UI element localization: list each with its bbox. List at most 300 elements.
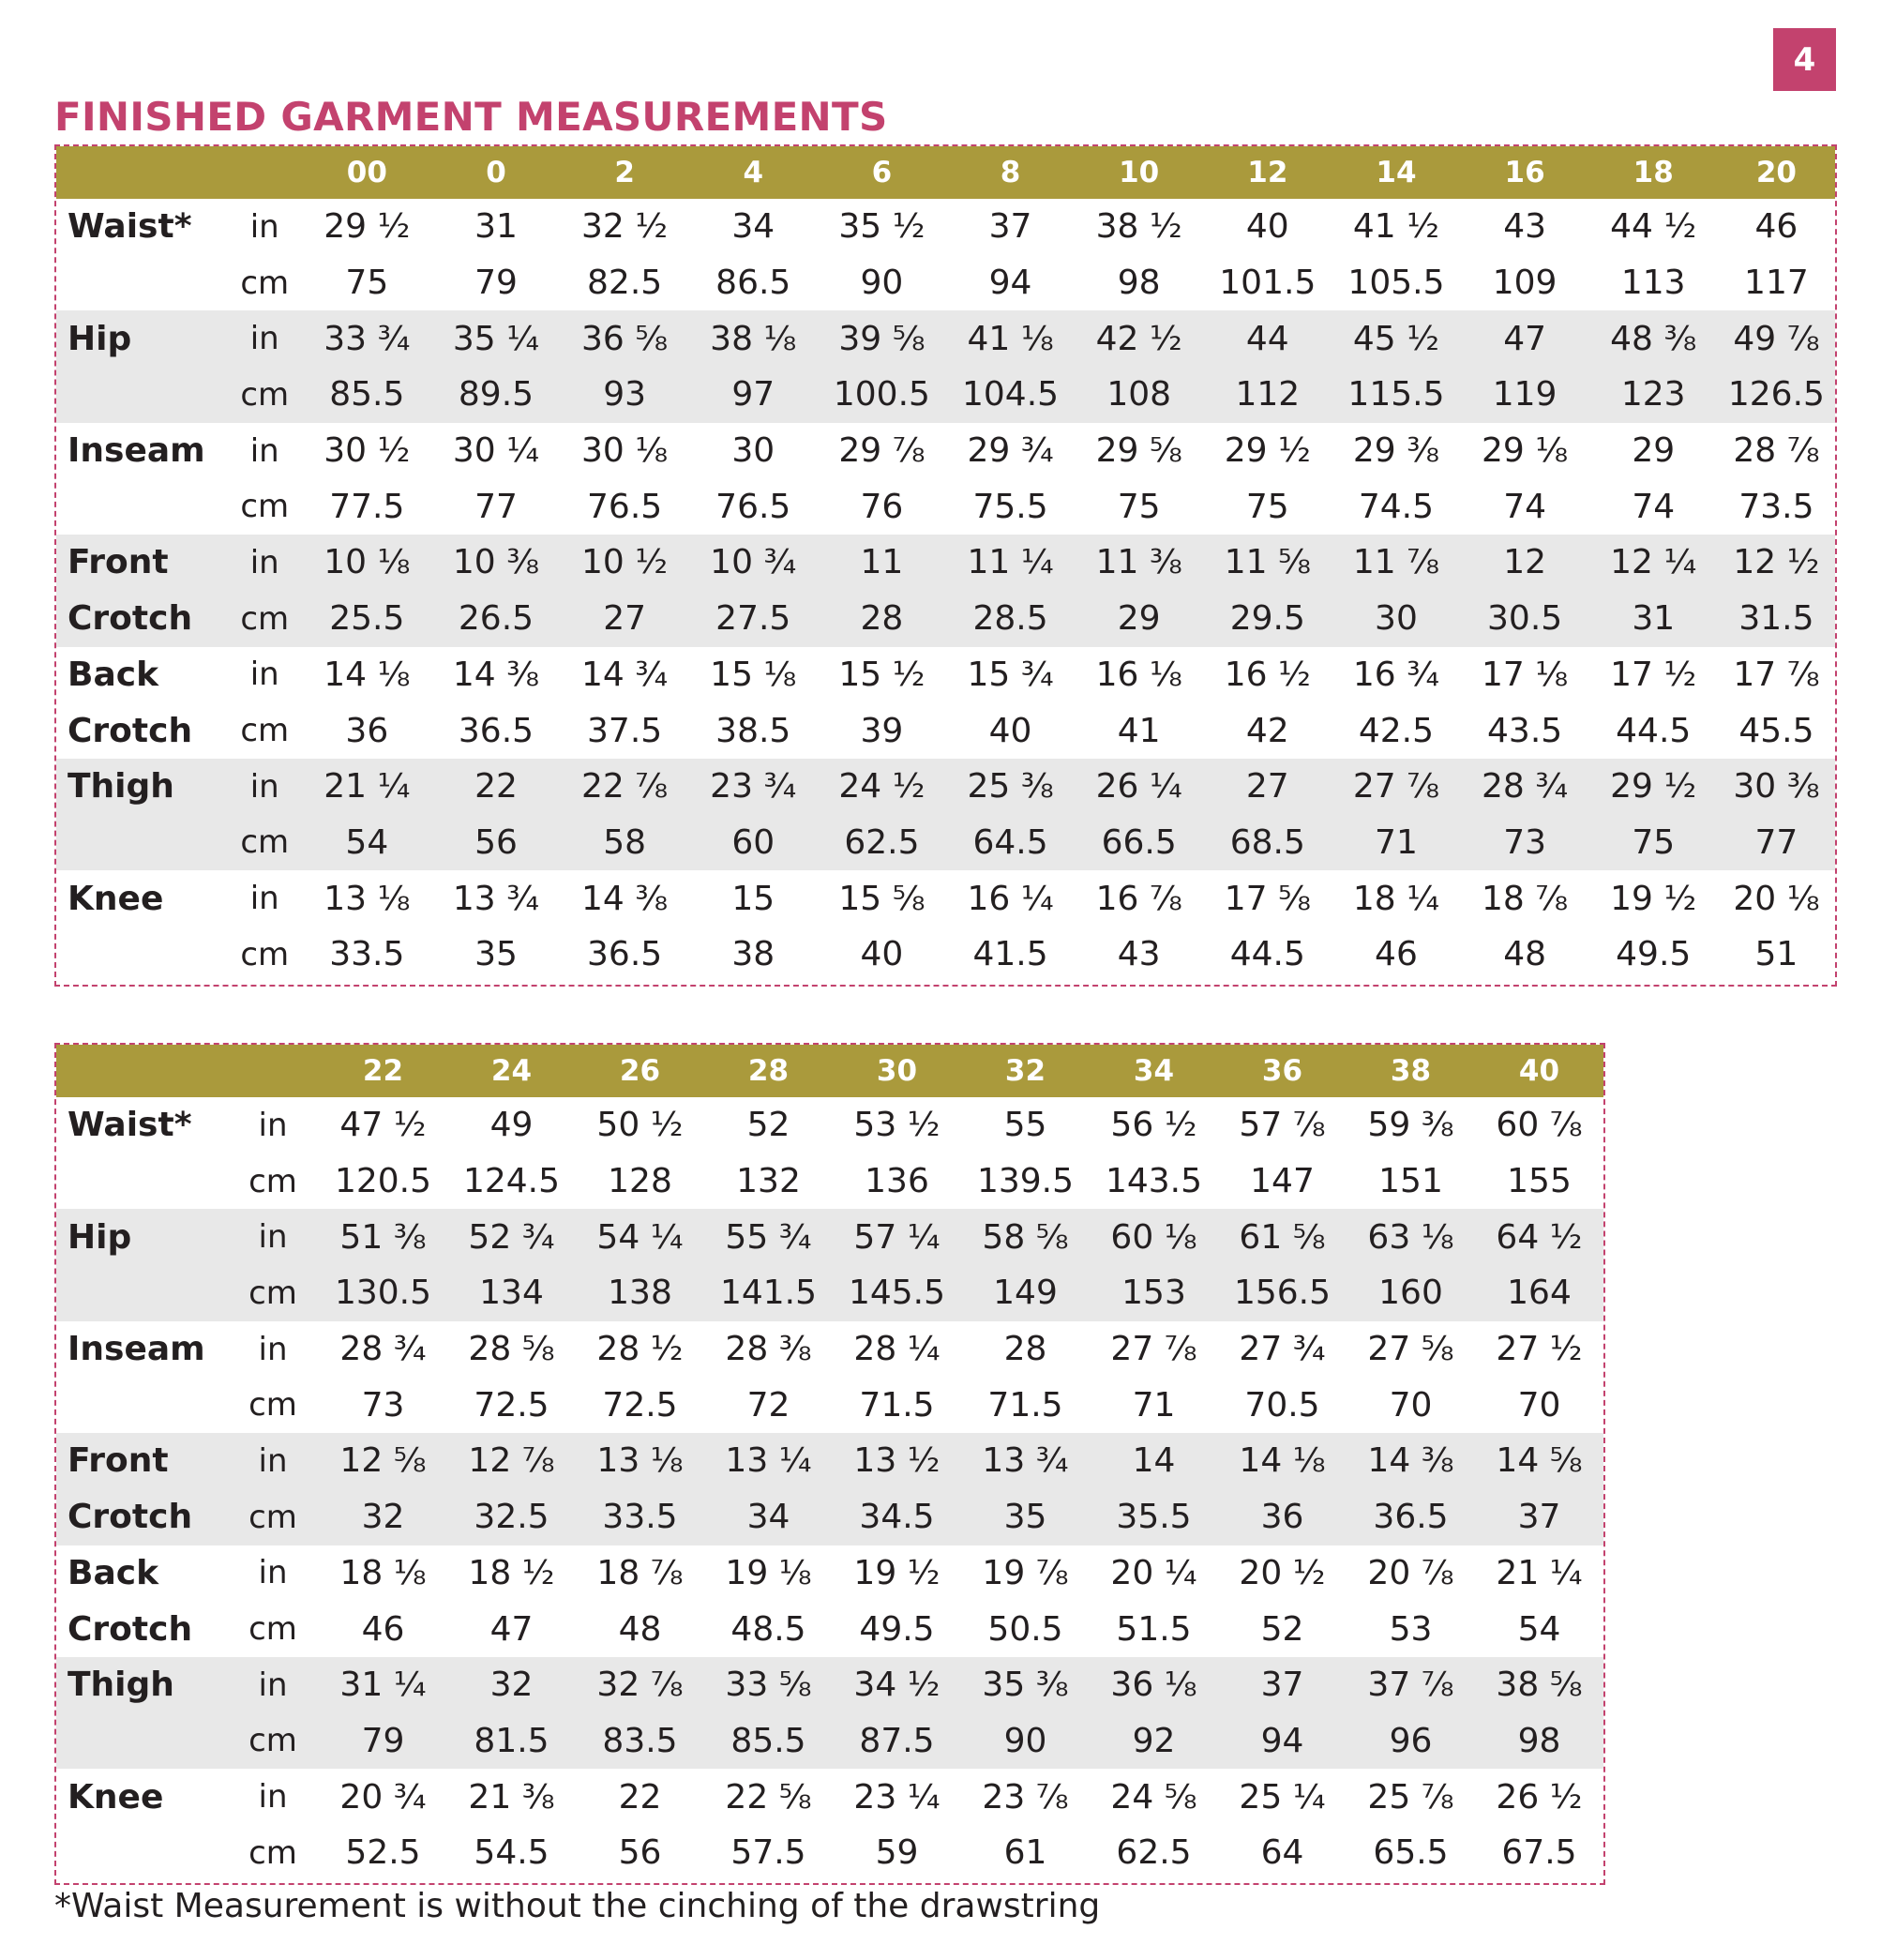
unit-label: cm bbox=[227, 1489, 319, 1545]
measurement-value: 25 ⅜ bbox=[946, 759, 1075, 815]
measurement-value: 93 bbox=[561, 367, 689, 423]
measurement-label bbox=[56, 1153, 227, 1210]
measurement-value: 35.5 bbox=[1090, 1489, 1218, 1545]
measurement-value: 147 bbox=[1250, 1162, 1315, 1201]
measurement-value: 57 ¼ bbox=[833, 1209, 961, 1265]
measurement-value: 33 ¾ bbox=[302, 310, 431, 367]
measurement-value: 18 ⅞ bbox=[596, 1553, 684, 1592]
measurement-value: 76 bbox=[860, 487, 904, 526]
size-header-cell: 40 bbox=[1475, 1045, 1603, 1097]
measurement-value: 16 ⅛ bbox=[1095, 655, 1182, 694]
size-header-cell: 18 bbox=[1589, 146, 1718, 199]
measurement-value: 29 ½ bbox=[1224, 431, 1311, 471]
table-row bbox=[56, 1209, 1603, 1265]
measurement-value: 28.5 bbox=[946, 591, 1075, 647]
unit-label: in bbox=[258, 1106, 288, 1144]
measurement-value: 117 bbox=[1744, 264, 1809, 303]
measurement-value: 54 ¼ bbox=[576, 1209, 704, 1265]
unit-label: cm bbox=[240, 264, 290, 302]
measurement-value: 38 ⅛ bbox=[689, 310, 818, 367]
measurement-value: 52 bbox=[1260, 1609, 1304, 1649]
measurement-value: 153 bbox=[1090, 1265, 1218, 1321]
measurement-value: 15 ¾ bbox=[967, 655, 1054, 694]
table-row bbox=[56, 647, 1835, 703]
measurement-value: 54 bbox=[302, 815, 431, 871]
unit-label: cm bbox=[227, 591, 302, 647]
measurement-value: 98 bbox=[1117, 264, 1161, 303]
measurement-value: 47 bbox=[489, 1609, 534, 1649]
measurement-value: 36.5 bbox=[587, 935, 663, 974]
measurement-value: 14 ⅛ bbox=[324, 655, 411, 694]
measurement-value: 73 bbox=[361, 1385, 405, 1425]
measurement-value: 20 ⅛ bbox=[1733, 879, 1820, 918]
measurement-value: 76.5 bbox=[587, 487, 663, 526]
measurement-value: 13 ¾ bbox=[452, 879, 540, 918]
measurement-value: 14 ⅜ bbox=[1347, 1433, 1475, 1489]
measurement-value: 49 bbox=[489, 1106, 534, 1145]
size-header-row bbox=[56, 146, 1835, 199]
table-row bbox=[56, 535, 1835, 591]
measurement-value: 28 bbox=[1003, 1330, 1047, 1369]
measurement-value: 20 ½ bbox=[1239, 1553, 1326, 1592]
measurement-value: 62.5 bbox=[1116, 1833, 1192, 1873]
measurement-value: 151 bbox=[1378, 1162, 1443, 1201]
measurement-value: 28 ⅞ bbox=[1733, 431, 1820, 471]
measurement-label: Knee bbox=[68, 1777, 164, 1817]
measurement-value: 24 ½ bbox=[818, 759, 946, 815]
measurement-value: 13 ½ bbox=[833, 1433, 961, 1489]
unit-label: in bbox=[227, 310, 302, 367]
measurement-value: 23 ¾ bbox=[689, 759, 818, 815]
measurement-value: 115.5 bbox=[1332, 367, 1460, 423]
measurement-value: 74 bbox=[1632, 487, 1676, 526]
measurement-value: 51 ⅜ bbox=[319, 1209, 447, 1265]
measurement-value: 98 bbox=[1475, 1713, 1603, 1770]
measurement-value: 31.5 bbox=[1718, 591, 1835, 647]
measurement-value: 24 ⅝ bbox=[1110, 1777, 1197, 1817]
measurement-label bbox=[56, 1825, 227, 1881]
measurement-value: 38.5 bbox=[715, 711, 791, 750]
measurement-value: 28 ⅜ bbox=[725, 1330, 812, 1369]
measurement-value: 36 bbox=[345, 711, 389, 750]
measurement-value: 34 bbox=[704, 1489, 833, 1545]
measurement-value: 86.5 bbox=[715, 264, 791, 303]
measurement-label: Hip bbox=[56, 310, 227, 367]
page-number-badge: 4 bbox=[1773, 28, 1836, 91]
measurement-value: 61 ⅝ bbox=[1218, 1209, 1347, 1265]
measurement-label: Inseam bbox=[68, 431, 205, 471]
measurement-value: 104.5 bbox=[946, 367, 1075, 423]
measurement-value: 77 bbox=[1718, 815, 1835, 871]
measurement-value: 13 ⅛ bbox=[576, 1433, 704, 1489]
measurement-value: 83.5 bbox=[576, 1713, 704, 1770]
measurement-value: 18 ½ bbox=[468, 1553, 555, 1592]
measurement-value: 16 ¼ bbox=[967, 879, 1054, 918]
table-row bbox=[56, 367, 1835, 423]
measurement-value: 13 ⅛ bbox=[324, 879, 411, 918]
measurement-value: 36 bbox=[1218, 1489, 1347, 1545]
table-row bbox=[56, 702, 1835, 759]
measurement-value: 47 bbox=[1461, 310, 1589, 367]
measurement-value: 70 bbox=[1517, 1385, 1561, 1425]
unit-label: cm bbox=[240, 935, 290, 973]
unit-label: cm bbox=[227, 1713, 319, 1770]
measurement-value: 25.5 bbox=[302, 591, 431, 647]
measurement-value: 27.5 bbox=[689, 591, 818, 647]
measurement-value: 58 ⅝ bbox=[961, 1209, 1090, 1265]
unit-label: in bbox=[227, 1433, 319, 1489]
measurement-value: 33.5 bbox=[576, 1489, 704, 1545]
measurement-value: 16 ¾ bbox=[1352, 655, 1440, 694]
measurement-value: 41 bbox=[1117, 711, 1161, 750]
measurement-value: 11 ⅜ bbox=[1075, 535, 1203, 591]
measurement-value: 32 ½ bbox=[581, 207, 669, 247]
measurement-value: 130.5 bbox=[319, 1265, 447, 1321]
size-header-cell: 6 bbox=[818, 146, 946, 199]
measurement-value: 20 ⅞ bbox=[1367, 1553, 1454, 1592]
measurement-value: 90 bbox=[860, 264, 904, 303]
measurement-value: 56 bbox=[618, 1833, 662, 1873]
measurement-value: 42 ½ bbox=[1075, 310, 1203, 367]
unit-label: cm bbox=[248, 1610, 297, 1649]
measurement-label: Crotch bbox=[68, 1609, 193, 1649]
measurement-value: 30 ¼ bbox=[452, 431, 540, 471]
measurement-value: 30 ⅛ bbox=[581, 431, 669, 471]
measurement-value: 17 ⅝ bbox=[1224, 879, 1311, 918]
measurement-value: 54.5 bbox=[474, 1833, 549, 1873]
measurement-value: 29 ⅝ bbox=[1095, 431, 1182, 471]
unit-label: cm bbox=[227, 1265, 319, 1321]
measurement-value: 17 ⅛ bbox=[1482, 655, 1569, 694]
measurement-value: 77.5 bbox=[329, 487, 405, 526]
measurement-value: 89.5 bbox=[431, 367, 560, 423]
measurement-value: 30 ½ bbox=[324, 431, 411, 471]
unit-label: in bbox=[227, 759, 302, 815]
measurement-value: 119 bbox=[1461, 367, 1589, 423]
measurement-value: 22 ⅞ bbox=[561, 759, 689, 815]
measurement-value: 51.5 bbox=[1116, 1609, 1192, 1649]
measurement-value: 96 bbox=[1347, 1713, 1475, 1770]
unit-label: in bbox=[258, 1330, 288, 1368]
measurement-value: 53 ½ bbox=[853, 1106, 940, 1145]
measurement-value: 164 bbox=[1475, 1265, 1603, 1321]
measurement-value: 44 ½ bbox=[1610, 207, 1697, 247]
table-row bbox=[56, 423, 1835, 479]
measurement-value: 22 ⅝ bbox=[725, 1777, 812, 1817]
measurement-value: 138 bbox=[576, 1265, 704, 1321]
measurement-value: 29 bbox=[1075, 591, 1203, 647]
measurements-table-large-sizes bbox=[54, 1043, 1605, 1885]
measurement-value: 97 bbox=[689, 367, 818, 423]
measurement-value: 27 ¾ bbox=[1239, 1330, 1326, 1369]
table-row bbox=[56, 310, 1835, 367]
table-row bbox=[56, 1153, 1603, 1210]
measurement-value: 64 ½ bbox=[1475, 1209, 1603, 1265]
measurement-value: 58 bbox=[561, 815, 689, 871]
measurement-label: Thigh bbox=[56, 1657, 227, 1713]
measurement-value: 81.5 bbox=[447, 1713, 576, 1770]
measurement-label: Inseam bbox=[68, 1330, 205, 1369]
measurement-value: 34 ½ bbox=[833, 1657, 961, 1713]
measurement-value: 60 ⅞ bbox=[1496, 1106, 1583, 1145]
unit-label: in bbox=[258, 1778, 288, 1817]
measurement-value: 29 ⅜ bbox=[1352, 431, 1440, 471]
measurement-value: 18 ⅛ bbox=[339, 1553, 427, 1592]
measurement-value: 19 ½ bbox=[853, 1553, 940, 1592]
size-header-cell: 12 bbox=[1203, 146, 1332, 199]
size-header-cell: 4 bbox=[689, 146, 818, 199]
size-header-cell: 22 bbox=[319, 1045, 447, 1097]
measurement-value: 22 bbox=[618, 1777, 662, 1817]
measurement-value: 36.5 bbox=[1347, 1489, 1475, 1545]
size-header-cell: 34 bbox=[1090, 1045, 1218, 1097]
measurement-label bbox=[56, 367, 227, 423]
measurement-value: 75 bbox=[1245, 487, 1289, 526]
measurement-value: 12 bbox=[1461, 535, 1589, 591]
measurement-value: 17 ⅞ bbox=[1733, 655, 1820, 694]
unit-label: in bbox=[227, 1657, 319, 1713]
measurement-value: 12 ½ bbox=[1718, 535, 1835, 591]
size-header-cell: 24 bbox=[447, 1045, 576, 1097]
measurement-value: 100.5 bbox=[818, 367, 946, 423]
measurement-value: 46 bbox=[361, 1609, 405, 1649]
measurement-value: 21 ¼ bbox=[1496, 1553, 1583, 1592]
measurement-value: 23 ¼ bbox=[853, 1777, 940, 1817]
measurement-value: 29 ⅛ bbox=[1482, 431, 1569, 471]
measurement-value: 51 bbox=[1754, 935, 1798, 974]
measurement-value: 49 ⅞ bbox=[1718, 310, 1835, 367]
table-row bbox=[56, 759, 1835, 815]
measurement-value: 72.5 bbox=[602, 1385, 678, 1425]
measurement-value: 26.5 bbox=[431, 591, 560, 647]
table-row bbox=[56, 255, 1835, 311]
measurement-value: 49.5 bbox=[1616, 935, 1692, 974]
measurement-value: 139.5 bbox=[976, 1162, 1075, 1201]
measurement-value: 87.5 bbox=[833, 1713, 961, 1770]
table-row bbox=[56, 870, 1835, 927]
measurement-value: 42.5 bbox=[1358, 711, 1435, 750]
measurement-value: 64 bbox=[1260, 1833, 1304, 1873]
measurement-label: Knee bbox=[68, 879, 164, 918]
measurement-label bbox=[56, 1713, 227, 1770]
measurement-value: 46 bbox=[1375, 935, 1418, 974]
measurement-value: 35 bbox=[474, 935, 518, 974]
measurement-value: 29 ⅞ bbox=[838, 431, 925, 471]
measurement-value: 62.5 bbox=[818, 815, 946, 871]
measurement-value: 79 bbox=[319, 1713, 447, 1770]
measurement-value: 50.5 bbox=[987, 1609, 1063, 1649]
measurement-value: 45.5 bbox=[1738, 711, 1814, 750]
measurement-value: 28 ⅝ bbox=[468, 1330, 555, 1369]
measurement-value: 36 ⅛ bbox=[1090, 1657, 1218, 1713]
header-label-cell bbox=[56, 146, 227, 199]
measurement-value: 30.5 bbox=[1461, 591, 1589, 647]
measurement-value: 19 ⅛ bbox=[725, 1553, 812, 1592]
measurement-value: 37 ⅞ bbox=[1347, 1657, 1475, 1713]
unit-label: in bbox=[249, 207, 279, 246]
measurement-value: 20 ¼ bbox=[1110, 1553, 1197, 1592]
measurement-label: Thigh bbox=[56, 759, 227, 815]
measurement-value: 28 ¾ bbox=[339, 1330, 427, 1369]
measurement-label: Front bbox=[56, 535, 227, 591]
measurement-label: Crotch bbox=[68, 711, 193, 750]
measurement-value: 43.5 bbox=[1487, 711, 1563, 750]
measurement-value: 10 ¾ bbox=[689, 535, 818, 591]
table-row bbox=[56, 1825, 1603, 1881]
table-row bbox=[56, 1713, 1603, 1770]
unit-label: cm bbox=[248, 1162, 297, 1200]
measurement-value: 126.5 bbox=[1718, 367, 1835, 423]
measurement-value: 38 ½ bbox=[1095, 207, 1182, 247]
measurement-value: 29 bbox=[1632, 431, 1676, 471]
size-header-cell: 00 bbox=[302, 146, 431, 199]
table-row bbox=[56, 1265, 1603, 1321]
measurement-value: 71 bbox=[1332, 815, 1460, 871]
measurement-value: 14 ⅜ bbox=[452, 655, 540, 694]
measurement-value: 11 ⅞ bbox=[1332, 535, 1460, 591]
measurement-value: 30 bbox=[1332, 591, 1460, 647]
table-row bbox=[56, 1657, 1603, 1713]
table-row bbox=[56, 1545, 1603, 1602]
table-row bbox=[56, 199, 1835, 255]
measurement-value: 141.5 bbox=[704, 1265, 833, 1321]
measurement-label: Hip bbox=[56, 1209, 227, 1265]
unit-label: cm bbox=[240, 488, 290, 526]
measurement-value: 38 ⅝ bbox=[1475, 1657, 1603, 1713]
size-header-cell: 30 bbox=[833, 1045, 961, 1097]
measurement-value: 79 bbox=[474, 264, 518, 303]
measurement-value: 27 ½ bbox=[1496, 1330, 1583, 1369]
measurement-value: 75 bbox=[345, 264, 389, 303]
measurement-value: 136 bbox=[865, 1162, 929, 1201]
measurement-value: 92 bbox=[1090, 1713, 1218, 1770]
measurement-value: 29.5 bbox=[1203, 591, 1332, 647]
measurement-value: 57.5 bbox=[730, 1833, 806, 1873]
size-header-cell: 8 bbox=[946, 146, 1075, 199]
measurement-value: 48.5 bbox=[730, 1609, 806, 1649]
measurement-value: 14 ⅛ bbox=[1218, 1433, 1347, 1489]
measurement-value: 75.5 bbox=[972, 487, 1048, 526]
measurement-value: 132 bbox=[736, 1162, 801, 1201]
size-header-row bbox=[56, 1045, 1603, 1097]
measurement-value: 31 bbox=[1589, 591, 1718, 647]
measurement-value: 39 ⅝ bbox=[818, 310, 946, 367]
measurement-value: 40 bbox=[860, 935, 904, 974]
measurement-value: 23 ⅞ bbox=[982, 1777, 1069, 1817]
unit-label: in bbox=[227, 1209, 319, 1265]
measurement-value: 55 bbox=[1003, 1106, 1047, 1145]
unit-label: cm bbox=[227, 367, 302, 423]
measurement-label: Waist* bbox=[68, 207, 192, 247]
unit-label: in bbox=[227, 535, 302, 591]
size-header-cell: 16 bbox=[1461, 146, 1589, 199]
measurement-value: 14 ⅜ bbox=[581, 879, 669, 918]
measurement-value: 52 ¾ bbox=[447, 1209, 576, 1265]
footnote: *Waist Measurement is without the cinching of the drawstring bbox=[54, 1887, 1101, 1925]
measurement-value: 13 ¾ bbox=[961, 1433, 1090, 1489]
measurement-value: 40 bbox=[988, 711, 1032, 750]
measurement-value: 44.5 bbox=[1616, 711, 1692, 750]
header-unit-cell bbox=[227, 1045, 319, 1097]
measurement-value: 15 ⅝ bbox=[838, 879, 925, 918]
size-header-cell: 0 bbox=[431, 146, 560, 199]
measurement-value: 10 ½ bbox=[561, 535, 689, 591]
measurement-value: 75 bbox=[1589, 815, 1718, 871]
measurement-value: 47 ½ bbox=[339, 1106, 427, 1145]
measurement-value: 36 ⅝ bbox=[561, 310, 689, 367]
measurement-value: 57 ⅞ bbox=[1239, 1106, 1326, 1145]
measurement-value: 15 ⅛ bbox=[710, 655, 797, 694]
size-header-cell: 10 bbox=[1075, 146, 1203, 199]
measurement-value: 120.5 bbox=[334, 1162, 432, 1201]
table-row bbox=[56, 478, 1835, 535]
measurement-value: 73 bbox=[1461, 815, 1589, 871]
measurement-value: 66.5 bbox=[1075, 815, 1203, 871]
measurement-value: 53 bbox=[1389, 1609, 1433, 1649]
measurement-value: 34 bbox=[731, 207, 775, 247]
measurement-value: 12 ⅝ bbox=[319, 1433, 447, 1489]
measurement-value: 108 bbox=[1075, 367, 1203, 423]
measurement-value: 18 ⅞ bbox=[1482, 879, 1569, 918]
measurement-value: 101.5 bbox=[1219, 264, 1317, 303]
measurement-label bbox=[56, 1377, 227, 1433]
measurement-value: 112 bbox=[1203, 367, 1332, 423]
measurement-value: 70 bbox=[1389, 1385, 1433, 1425]
measurement-value: 29 ¾ bbox=[967, 431, 1054, 471]
measurement-value: 14 ⅝ bbox=[1475, 1433, 1603, 1489]
measurement-value: 41 ½ bbox=[1352, 207, 1440, 247]
measurement-value: 21 ¼ bbox=[302, 759, 431, 815]
measurement-value: 72 bbox=[746, 1385, 790, 1425]
measurement-value: 67.5 bbox=[1501, 1833, 1577, 1873]
measurement-value: 155 bbox=[1507, 1162, 1572, 1201]
measurement-value: 29 ½ bbox=[324, 207, 411, 247]
measurement-value: 11 ¼ bbox=[946, 535, 1075, 591]
table-row bbox=[56, 1601, 1603, 1657]
measurement-value: 44 bbox=[1203, 310, 1332, 367]
size-header-cell: 26 bbox=[576, 1045, 704, 1097]
unit-label: cm bbox=[248, 1833, 297, 1872]
measurement-value: 27 ⅞ bbox=[1110, 1330, 1197, 1369]
measurement-value: 50 ½ bbox=[596, 1106, 684, 1145]
measurement-value: 37.5 bbox=[587, 711, 663, 750]
size-header-cell: 20 bbox=[1718, 146, 1835, 199]
measurement-value: 145.5 bbox=[833, 1265, 961, 1321]
measurement-value: 41 ⅛ bbox=[946, 310, 1075, 367]
measurement-value: 68.5 bbox=[1203, 815, 1332, 871]
measurement-value: 34.5 bbox=[833, 1489, 961, 1545]
measurement-value: 32.5 bbox=[447, 1489, 576, 1545]
measurement-value: 11 ⅝ bbox=[1203, 535, 1332, 591]
table-row bbox=[56, 1769, 1603, 1825]
measurement-value: 105.5 bbox=[1347, 264, 1445, 303]
unit-label: cm bbox=[227, 815, 302, 871]
measurement-value: 143.5 bbox=[1105, 1162, 1203, 1201]
measurement-value: 26 ¼ bbox=[1075, 759, 1203, 815]
measurement-value: 48 bbox=[1503, 935, 1546, 974]
measurement-value: 12 ¼ bbox=[1589, 535, 1718, 591]
measurement-value: 28 ½ bbox=[596, 1330, 684, 1369]
size-header-cell: 32 bbox=[961, 1045, 1090, 1097]
measurements-table-small-sizes bbox=[54, 144, 1837, 987]
measurement-value: 21 ⅜ bbox=[468, 1777, 555, 1817]
measurement-value: 77 bbox=[474, 487, 518, 526]
measurement-value: 60 bbox=[689, 815, 818, 871]
measurement-value: 46 bbox=[1754, 207, 1798, 247]
measurement-value: 10 ⅜ bbox=[431, 535, 560, 591]
measurement-label: Crotch bbox=[56, 1489, 227, 1545]
measurement-label bbox=[56, 815, 227, 871]
